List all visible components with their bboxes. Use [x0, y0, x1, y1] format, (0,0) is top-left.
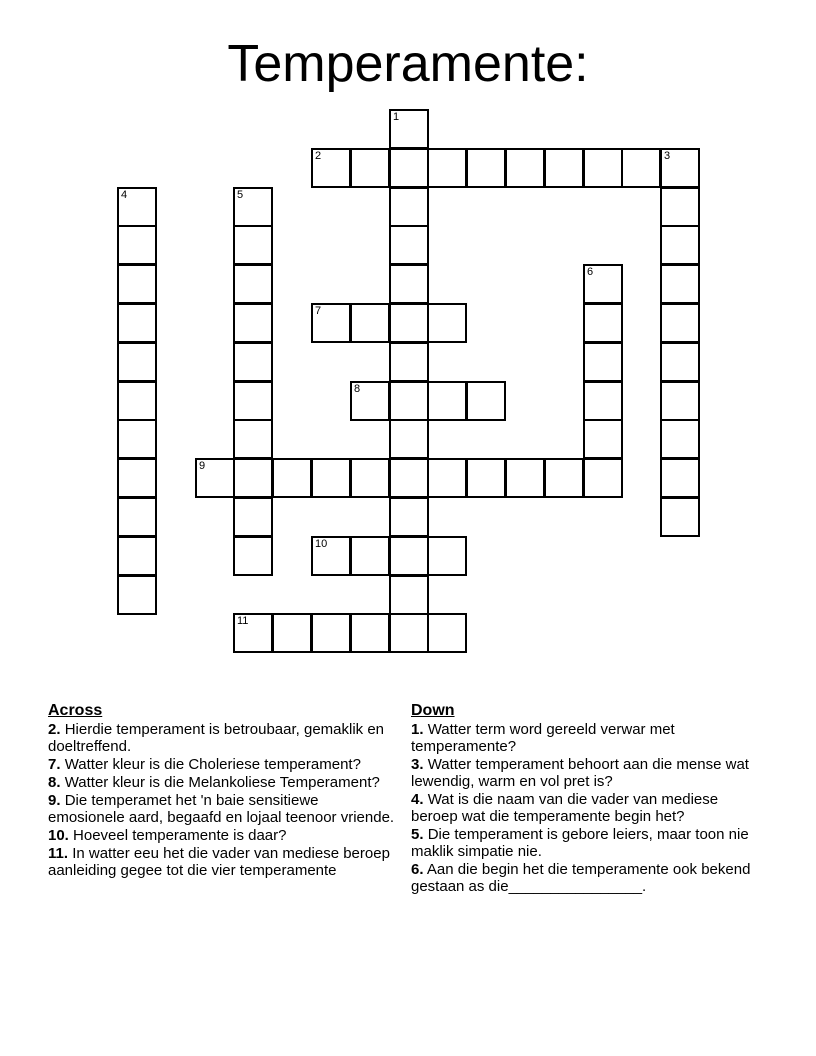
- clue-text: In watter eeu het die vader van mediese beroep aanleiding gegee tot die vier temperamente: [48, 845, 390, 879]
- crossword-cell[interactable]: [195, 458, 235, 498]
- crossword-cell[interactable]: [117, 458, 157, 498]
- crossword-cell[interactable]: [350, 613, 390, 653]
- clue-text: Watter temperament behoort aan die mense wat lewendig, warm en vol pret is?: [411, 756, 749, 790]
- crossword-cell[interactable]: [427, 381, 467, 421]
- crossword-cell[interactable]: [233, 187, 273, 227]
- clue-number: 6.: [411, 861, 424, 878]
- clue-text: Watter kleur is die Choleriese temperament?: [64, 756, 361, 773]
- crossword-cell[interactable]: [233, 419, 273, 459]
- crossword-cell[interactable]: [660, 381, 700, 421]
- crossword-cell[interactable]: [466, 458, 506, 498]
- across-heading: Across: [48, 702, 103, 719]
- crossword-cell[interactable]: [583, 342, 623, 382]
- crossword-cell[interactable]: [389, 575, 429, 615]
- crossword-cell[interactable]: [583, 419, 623, 459]
- crossword-cell[interactable]: [272, 613, 312, 653]
- crossword-cell[interactable]: [660, 225, 700, 265]
- crossword-cell[interactable]: [583, 264, 623, 304]
- clue-down-5: [411, 826, 761, 860]
- clue-text: Watter term word gereeld verwar met temperamente?: [411, 721, 675, 755]
- crossword-cell[interactable]: [389, 109, 429, 149]
- crossword-cell[interactable]: [389, 342, 429, 382]
- crossword-cell[interactable]: [311, 536, 351, 576]
- page-title: Temperamente:: [227, 35, 589, 93]
- crossword-cell[interactable]: [544, 458, 584, 498]
- crossword-cell[interactable]: [117, 264, 157, 304]
- cell-number: 1: [393, 111, 400, 123]
- clue-down-4: [411, 791, 761, 825]
- crossword-cell[interactable]: [389, 419, 429, 459]
- crossword-cell[interactable]: [583, 303, 623, 343]
- crossword-cell[interactable]: [350, 381, 390, 421]
- crossword-cell[interactable]: [233, 342, 273, 382]
- clue-text: Hierdie temperament is betroubaar, gemaklik en doeltreffend.: [48, 721, 385, 755]
- crossword-cell[interactable]: [389, 381, 429, 421]
- cell-number: 3: [664, 150, 671, 162]
- crossword-cell[interactable]: [389, 458, 429, 498]
- clue-number: 10.: [48, 827, 69, 844]
- crossword-cell[interactable]: [272, 458, 312, 498]
- clue-text: Watter kleur is die Melankoliese Temperament?: [64, 774, 380, 791]
- crossword-cell[interactable]: [466, 381, 506, 421]
- crossword-cell[interactable]: [583, 458, 623, 498]
- crossword-cell[interactable]: [117, 575, 157, 615]
- crossword-cell[interactable]: [389, 613, 429, 653]
- crossword-cell[interactable]: [311, 148, 351, 188]
- crossword-cell[interactable]: [544, 148, 584, 188]
- crossword-cell[interactable]: [117, 187, 157, 227]
- crossword-cell[interactable]: [350, 458, 390, 498]
- crossword-cell[interactable]: [660, 303, 700, 343]
- across-clues: [48, 701, 398, 880]
- crossword-cell[interactable]: [233, 225, 273, 265]
- crossword-cell[interactable]: [233, 264, 273, 304]
- crossword-cell[interactable]: [311, 303, 351, 343]
- crossword-cell[interactable]: [350, 536, 390, 576]
- crossword-cell[interactable]: [505, 458, 545, 498]
- crossword-cell[interactable]: [117, 536, 157, 576]
- clue-across-2: [48, 721, 398, 755]
- clue-number: 7.: [48, 756, 61, 773]
- down-heading: Down: [411, 702, 455, 719]
- cell-number: 4: [121, 189, 128, 201]
- crossword-cell[interactable]: [233, 497, 273, 537]
- cell-number: 9: [199, 460, 206, 472]
- crossword-cell[interactable]: [389, 264, 429, 304]
- crossword-cell[interactable]: [427, 536, 467, 576]
- down-clues: [411, 701, 761, 896]
- crossword-cell[interactable]: [389, 497, 429, 537]
- crossword-cell[interactable]: [389, 536, 429, 576]
- clue-text: Die temperament is gebore leiers, maar toon nie maklik simpatie nie.: [411, 826, 749, 860]
- crossword-cell[interactable]: [427, 303, 467, 343]
- crossword-cell[interactable]: [660, 187, 700, 227]
- clue-number: 9.: [48, 792, 61, 809]
- cell-number: 5: [237, 189, 244, 201]
- clue-across-9: [48, 792, 398, 826]
- cell-number: 8: [354, 383, 361, 395]
- cell-number: 6: [587, 266, 594, 278]
- crossword-cell[interactable]: [117, 381, 157, 421]
- clue-text: Aan die begin het die temperamente ook bekend gestaan as die________________.: [411, 861, 751, 895]
- crossword-cell[interactable]: [427, 148, 467, 188]
- crossword-cell[interactable]: [117, 342, 157, 382]
- cell-number: 11: [237, 615, 249, 627]
- crossword-cell[interactable]: [350, 148, 390, 188]
- clue-number: 2.: [48, 721, 61, 738]
- clue-text: Die temperamet het 'n baie sensitiewe emosionele aard, begaafd en lojaal teenoor vriende.: [48, 792, 395, 826]
- clue-across-7: [48, 756, 398, 773]
- crossword-cell[interactable]: [389, 148, 429, 188]
- crossword-cell[interactable]: [621, 148, 661, 188]
- crossword-cell[interactable]: [583, 381, 623, 421]
- crossword-cell[interactable]: [427, 458, 467, 498]
- clue-across-10: [48, 827, 398, 844]
- crossword-cell[interactable]: [505, 148, 545, 188]
- crossword-cell[interactable]: [117, 419, 157, 459]
- crossword-cell[interactable]: [117, 303, 157, 343]
- crossword-cell[interactable]: [311, 613, 351, 653]
- clue-number: 11.: [48, 845, 69, 862]
- crossword-cell[interactable]: [660, 458, 700, 498]
- crossword-cell[interactable]: [233, 381, 273, 421]
- crossword-cell[interactable]: [660, 497, 700, 537]
- crossword-cell[interactable]: [660, 419, 700, 459]
- clue-number: 3.: [411, 756, 424, 773]
- clue-number: 8.: [48, 774, 61, 791]
- crossword-cell[interactable]: [660, 342, 700, 382]
- crossword-cell[interactable]: [660, 264, 700, 304]
- crossword-cell[interactable]: [389, 303, 429, 343]
- crossword-cell[interactable]: [233, 613, 273, 653]
- clue-down-1: [411, 721, 761, 755]
- crossword-cell[interactable]: [350, 303, 390, 343]
- clue-number: 4.: [411, 791, 424, 808]
- crossword-cell[interactable]: [117, 497, 157, 537]
- cell-number: 10: [315, 538, 328, 550]
- clue-number: 1.: [411, 721, 424, 738]
- crossword-cell[interactable]: [583, 148, 623, 188]
- cell-number: 2: [315, 150, 322, 162]
- cell-number: 7: [315, 305, 322, 317]
- crossword-cell[interactable]: [311, 458, 351, 498]
- clue-number: 5.: [411, 826, 424, 843]
- crossword-cell[interactable]: [233, 303, 273, 343]
- clue-down-3: [411, 756, 761, 790]
- crossword-cell[interactable]: [389, 187, 429, 227]
- clue-down-6: [411, 861, 761, 895]
- crossword-cell[interactable]: [389, 225, 429, 265]
- crossword-cell[interactable]: [427, 613, 467, 653]
- clue-across-11: [48, 845, 398, 879]
- clue-across-8: [48, 774, 398, 791]
- crossword-cell[interactable]: [117, 225, 157, 265]
- clue-text: Hoeveel temperamente is daar?: [73, 827, 287, 844]
- crossword-cell[interactable]: [466, 148, 506, 188]
- crossword-cell[interactable]: [660, 148, 700, 188]
- crossword-cell[interactable]: [233, 536, 273, 576]
- clue-text: Wat is die naam van die vader van mediese beroep wat die temperamente begin het?: [411, 791, 719, 825]
- crossword-cell[interactable]: [233, 458, 273, 498]
